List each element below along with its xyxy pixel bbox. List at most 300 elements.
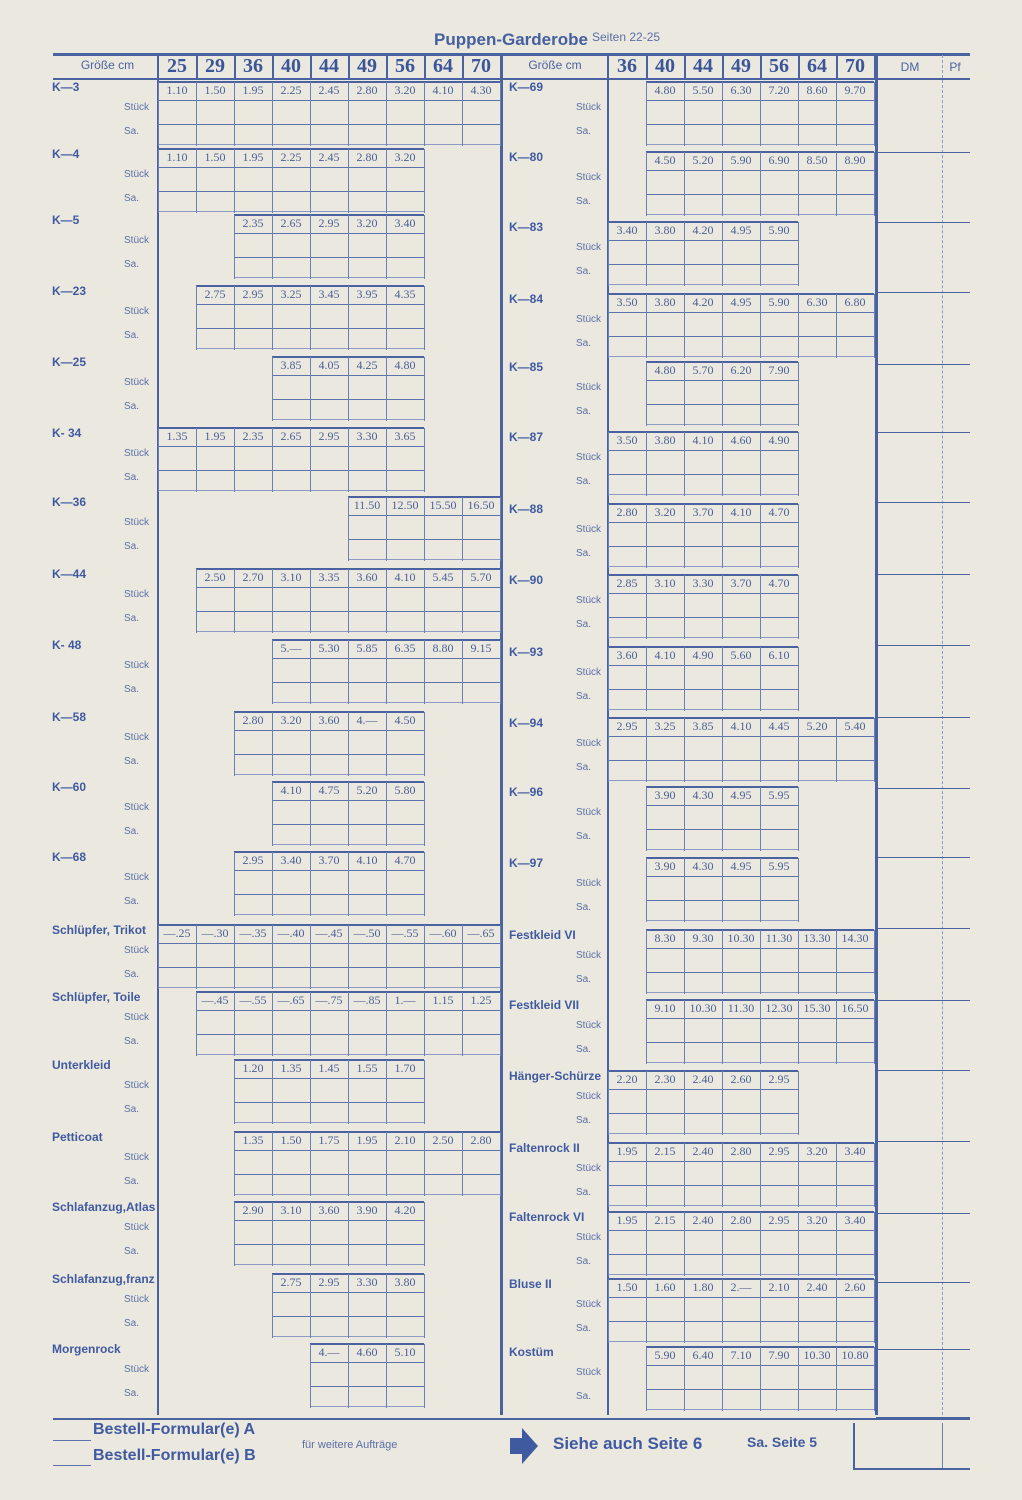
- sa-input[interactable]: [723, 761, 759, 779]
- stueck-input[interactable]: [647, 1298, 683, 1320]
- sa-input[interactable]: [609, 475, 645, 493]
- dm-input[interactable]: [878, 930, 940, 996]
- stueck-input[interactable]: [273, 234, 309, 256]
- stueck-input[interactable]: [273, 944, 309, 966]
- stueck-input[interactable]: [387, 376, 423, 398]
- dm-input[interactable]: [878, 1279, 940, 1345]
- sa-input[interactable]: [647, 618, 683, 636]
- stueck-input[interactable]: [349, 1293, 385, 1315]
- sa-input[interactable]: [761, 1043, 797, 1061]
- sa-input[interactable]: [685, 618, 721, 636]
- pf-input[interactable]: [944, 222, 970, 288]
- stueck-input[interactable]: [311, 1079, 347, 1101]
- stueck-input[interactable]: [387, 305, 423, 327]
- stueck-input[interactable]: [235, 305, 271, 327]
- pf-input[interactable]: [944, 432, 970, 498]
- sa-input[interactable]: [647, 125, 683, 143]
- sa-input[interactable]: [761, 830, 797, 848]
- sa-input[interactable]: [837, 195, 873, 213]
- dm-input[interactable]: [878, 1212, 940, 1278]
- sa-input[interactable]: [685, 1255, 721, 1273]
- pf-input[interactable]: [944, 575, 970, 641]
- stueck-input[interactable]: [609, 666, 645, 688]
- sa-input[interactable]: [723, 475, 759, 493]
- stueck-input[interactable]: [761, 1019, 797, 1041]
- stueck-input[interactable]: [197, 305, 233, 327]
- sa-input[interactable]: [685, 690, 721, 708]
- stueck-input[interactable]: [647, 806, 683, 828]
- sa-input[interactable]: [311, 968, 347, 986]
- sa-input[interactable]: [425, 683, 461, 701]
- stueck-input[interactable]: [273, 1011, 309, 1033]
- sa-input[interactable]: [273, 258, 309, 276]
- stueck-input[interactable]: [235, 944, 271, 966]
- stueck-input[interactable]: [425, 1151, 461, 1173]
- pf-input[interactable]: [944, 1347, 970, 1413]
- stueck-input[interactable]: [685, 1298, 721, 1320]
- stueck-input[interactable]: [609, 1090, 645, 1112]
- stueck-input[interactable]: [387, 447, 423, 469]
- sa-input[interactable]: [387, 1175, 423, 1193]
- dm-input[interactable]: [878, 294, 940, 360]
- stueck-input[interactable]: [349, 588, 385, 610]
- sa-input[interactable]: [311, 1035, 347, 1053]
- stueck-input[interactable]: [647, 381, 683, 403]
- stueck-input[interactable]: [273, 1293, 309, 1315]
- stueck-input[interactable]: [647, 523, 683, 545]
- sa-input[interactable]: [311, 329, 347, 347]
- stueck-input[interactable]: [159, 944, 195, 966]
- sa-input[interactable]: [197, 471, 233, 489]
- sa-input[interactable]: [463, 540, 499, 558]
- sa-input[interactable]: [837, 973, 873, 991]
- sa-input[interactable]: [349, 683, 385, 701]
- pf-input[interactable]: [944, 647, 970, 713]
- stueck-input[interactable]: [235, 101, 271, 123]
- sa-input[interactable]: [685, 475, 721, 493]
- sa-input[interactable]: [723, 337, 759, 355]
- sa-input[interactable]: [609, 690, 645, 708]
- sa-input[interactable]: [311, 755, 347, 773]
- sa-input[interactable]: [311, 1103, 347, 1121]
- sa-input[interactable]: [349, 1175, 385, 1193]
- sa-input[interactable]: [685, 195, 721, 213]
- sa-input[interactable]: [761, 337, 797, 355]
- stueck-input[interactable]: [837, 1298, 873, 1320]
- stueck-input[interactable]: [311, 944, 347, 966]
- sa-input[interactable]: [799, 125, 835, 143]
- sa-input[interactable]: [723, 901, 759, 919]
- stueck-input[interactable]: [761, 1366, 797, 1388]
- stueck-input[interactable]: [837, 1019, 873, 1041]
- sa-input[interactable]: [761, 761, 797, 779]
- stueck-input[interactable]: [837, 1231, 873, 1253]
- sa-input[interactable]: [837, 1390, 873, 1408]
- stueck-input[interactable]: [311, 305, 347, 327]
- sa-input[interactable]: [799, 1322, 835, 1340]
- sa-input[interactable]: [609, 1114, 645, 1132]
- stueck-input[interactable]: [761, 1090, 797, 1112]
- sa-input[interactable]: [159, 192, 195, 210]
- sa-input[interactable]: [387, 755, 423, 773]
- stueck-input[interactable]: [387, 1221, 423, 1243]
- sa-input[interactable]: [197, 329, 233, 347]
- stueck-input[interactable]: [387, 168, 423, 190]
- stueck-input[interactable]: [311, 168, 347, 190]
- sa-input[interactable]: [349, 825, 385, 843]
- sa-input[interactable]: [349, 1035, 385, 1053]
- stueck-input[interactable]: [273, 168, 309, 190]
- sa-input[interactable]: [647, 1322, 683, 1340]
- stueck-input[interactable]: [159, 101, 195, 123]
- sa-input[interactable]: [235, 471, 271, 489]
- stueck-input[interactable]: [723, 666, 759, 688]
- stueck-input[interactable]: [761, 1231, 797, 1253]
- stueck-input[interactable]: [685, 666, 721, 688]
- sa-input[interactable]: [311, 125, 347, 143]
- sa-input[interactable]: [273, 1245, 309, 1263]
- sa-input[interactable]: [647, 1043, 683, 1061]
- stueck-input[interactable]: [463, 588, 499, 610]
- stueck-input[interactable]: [311, 1221, 347, 1243]
- stueck-input[interactable]: [349, 1363, 385, 1385]
- stueck-input[interactable]: [273, 588, 309, 610]
- sa-input[interactable]: [799, 1186, 835, 1204]
- sa-input[interactable]: [387, 258, 423, 276]
- stueck-input[interactable]: [723, 1231, 759, 1253]
- stueck-input[interactable]: [723, 949, 759, 971]
- form-b-blank[interactable]: [53, 1465, 91, 1466]
- stueck-input[interactable]: [761, 877, 797, 899]
- sa-input[interactable]: [799, 337, 835, 355]
- stueck-input[interactable]: [647, 451, 683, 473]
- stueck-input[interactable]: [387, 1151, 423, 1173]
- sa-input[interactable]: [197, 612, 233, 630]
- sa-input[interactable]: [647, 973, 683, 991]
- stueck-input[interactable]: [349, 305, 385, 327]
- stueck-input[interactable]: [273, 305, 309, 327]
- sa-input[interactable]: [387, 400, 423, 418]
- sa-input[interactable]: [685, 1114, 721, 1132]
- stueck-input[interactable]: [349, 168, 385, 190]
- stueck-input[interactable]: [311, 1293, 347, 1315]
- stueck-input[interactable]: [723, 523, 759, 545]
- dm-input[interactable]: [878, 1071, 940, 1137]
- sa-input[interactable]: [273, 400, 309, 418]
- sa-input[interactable]: [761, 901, 797, 919]
- stueck-input[interactable]: [197, 1011, 233, 1033]
- stueck-input[interactable]: [685, 171, 721, 193]
- sa-input[interactable]: [349, 1387, 385, 1405]
- stueck-input[interactable]: [273, 801, 309, 823]
- sa-input[interactable]: [609, 547, 645, 565]
- form-a-blank[interactable]: [53, 1440, 91, 1441]
- sa-input[interactable]: [799, 1255, 835, 1273]
- sa-input[interactable]: [197, 125, 233, 143]
- stueck-input[interactable]: [723, 313, 759, 335]
- sa-input[interactable]: [761, 1186, 797, 1204]
- sa-input[interactable]: [349, 400, 385, 418]
- sa-input[interactable]: [609, 761, 645, 779]
- sa-input[interactable]: [723, 690, 759, 708]
- sa-input[interactable]: [609, 1255, 645, 1273]
- sa-input[interactable]: [311, 1245, 347, 1263]
- sa-input[interactable]: [387, 1245, 423, 1263]
- sa-input[interactable]: [273, 192, 309, 210]
- sa-input[interactable]: [761, 1322, 797, 1340]
- stueck-input[interactable]: [723, 1090, 759, 1112]
- sa-input[interactable]: [837, 1043, 873, 1061]
- stueck-input[interactable]: [349, 234, 385, 256]
- stueck-input[interactable]: [463, 1011, 499, 1033]
- sa-input[interactable]: [235, 192, 271, 210]
- stueck-input[interactable]: [761, 666, 797, 688]
- sa-input[interactable]: [311, 400, 347, 418]
- sa-input[interactable]: [235, 1245, 271, 1263]
- sa-input[interactable]: [761, 973, 797, 991]
- sa-input[interactable]: [761, 475, 797, 493]
- sa-input[interactable]: [463, 1175, 499, 1193]
- stueck-input[interactable]: [685, 949, 721, 971]
- stueck-input[interactable]: [349, 1151, 385, 1173]
- sa-input[interactable]: [685, 1043, 721, 1061]
- stueck-input[interactable]: [463, 659, 499, 681]
- sa-input[interactable]: [387, 125, 423, 143]
- sa-input[interactable]: [647, 1390, 683, 1408]
- sa-input[interactable]: [609, 618, 645, 636]
- stueck-input[interactable]: [311, 801, 347, 823]
- sa-input[interactable]: [387, 825, 423, 843]
- stueck-input[interactable]: [609, 451, 645, 473]
- sa-input[interactable]: [159, 968, 195, 986]
- stueck-input[interactable]: [799, 171, 835, 193]
- sa-input[interactable]: [761, 195, 797, 213]
- sa-input[interactable]: [273, 1035, 309, 1053]
- sa-input[interactable]: [311, 683, 347, 701]
- stueck-input[interactable]: [311, 447, 347, 469]
- stueck-input[interactable]: [685, 594, 721, 616]
- stueck-input[interactable]: [311, 234, 347, 256]
- stueck-input[interactable]: [349, 447, 385, 469]
- stueck-input[interactable]: [349, 1079, 385, 1101]
- sa-input[interactable]: [311, 1387, 347, 1405]
- dm-input[interactable]: [878, 504, 940, 570]
- sa-input[interactable]: [197, 968, 233, 986]
- stueck-input[interactable]: [425, 516, 461, 538]
- sa-input[interactable]: [349, 1245, 385, 1263]
- sa-input[interactable]: [685, 761, 721, 779]
- stueck-input[interactable]: [723, 1019, 759, 1041]
- stueck-input[interactable]: [685, 1366, 721, 1388]
- sa-input[interactable]: [463, 1035, 499, 1053]
- sa-input[interactable]: [197, 192, 233, 210]
- sa-input[interactable]: [387, 540, 423, 558]
- stueck-input[interactable]: [273, 101, 309, 123]
- pf-input[interactable]: [944, 504, 970, 570]
- stueck-input[interactable]: [349, 801, 385, 823]
- sa-input[interactable]: [761, 547, 797, 565]
- stueck-input[interactable]: [609, 1162, 645, 1184]
- stueck-input[interactable]: [761, 171, 797, 193]
- stueck-input[interactable]: [311, 1151, 347, 1173]
- sa-input[interactable]: [235, 125, 271, 143]
- pf-input[interactable]: [944, 1212, 970, 1278]
- stueck-input[interactable]: [387, 731, 423, 753]
- sa-input[interactable]: [647, 1114, 683, 1132]
- sa-input[interactable]: [837, 1322, 873, 1340]
- stueck-input[interactable]: [647, 1090, 683, 1112]
- stueck-input[interactable]: [387, 1293, 423, 1315]
- pf-input[interactable]: [944, 718, 970, 784]
- sa-input[interactable]: [311, 471, 347, 489]
- stueck-input[interactable]: [349, 871, 385, 893]
- sa-input[interactable]: [761, 265, 797, 283]
- sa-input[interactable]: [273, 755, 309, 773]
- stueck-input[interactable]: [235, 1011, 271, 1033]
- sa-input[interactable]: [723, 405, 759, 423]
- stueck-input[interactable]: [761, 451, 797, 473]
- stueck-input[interactable]: [197, 447, 233, 469]
- sa-input[interactable]: [837, 1186, 873, 1204]
- stueck-input[interactable]: [349, 376, 385, 398]
- stueck-input[interactable]: [647, 877, 683, 899]
- stueck-input[interactable]: [761, 949, 797, 971]
- stueck-input[interactable]: [837, 313, 873, 335]
- sa-input[interactable]: [235, 968, 271, 986]
- pf-input[interactable]: [944, 152, 970, 218]
- sa-input[interactable]: [235, 1175, 271, 1193]
- stueck-input[interactable]: [837, 1366, 873, 1388]
- sa-input[interactable]: [387, 1387, 423, 1405]
- sa-input[interactable]: [723, 1322, 759, 1340]
- sa-input[interactable]: [647, 1255, 683, 1273]
- stueck-input[interactable]: [685, 451, 721, 473]
- sa-input[interactable]: [463, 968, 499, 986]
- stueck-input[interactable]: [609, 594, 645, 616]
- stueck-input[interactable]: [463, 944, 499, 966]
- sa-input[interactable]: [311, 192, 347, 210]
- stueck-input[interactable]: [723, 594, 759, 616]
- stueck-input[interactable]: [273, 871, 309, 893]
- sa-input[interactable]: [761, 405, 797, 423]
- stueck-input[interactable]: [311, 376, 347, 398]
- stueck-input[interactable]: [799, 1298, 835, 1320]
- stueck-input[interactable]: [463, 1151, 499, 1173]
- stueck-input[interactable]: [235, 1079, 271, 1101]
- dm-input[interactable]: [878, 575, 940, 641]
- stueck-input[interactable]: [799, 949, 835, 971]
- sa-input[interactable]: [685, 125, 721, 143]
- sa-input[interactable]: [387, 1317, 423, 1335]
- sa-input[interactable]: [235, 612, 271, 630]
- stueck-input[interactable]: [609, 1298, 645, 1320]
- stueck-input[interactable]: [311, 731, 347, 753]
- stueck-input[interactable]: [463, 101, 499, 123]
- stueck-input[interactable]: [647, 1366, 683, 1388]
- stueck-input[interactable]: [273, 1151, 309, 1173]
- stueck-input[interactable]: [837, 737, 873, 759]
- stueck-input[interactable]: [647, 594, 683, 616]
- stueck-input[interactable]: [685, 806, 721, 828]
- sa-input[interactable]: [349, 612, 385, 630]
- sa-input[interactable]: [273, 471, 309, 489]
- stueck-input[interactable]: [425, 944, 461, 966]
- stueck-input[interactable]: [761, 737, 797, 759]
- stueck-input[interactable]: [273, 1079, 309, 1101]
- sa-input[interactable]: [685, 1322, 721, 1340]
- dm-input[interactable]: [878, 1143, 940, 1209]
- stueck-input[interactable]: [273, 376, 309, 398]
- total-box-divider[interactable]: [942, 1423, 943, 1468]
- stueck-input[interactable]: [685, 381, 721, 403]
- sa-input[interactable]: [273, 329, 309, 347]
- sa-input[interactable]: [799, 761, 835, 779]
- stueck-input[interactable]: [723, 806, 759, 828]
- sa-input[interactable]: [273, 825, 309, 843]
- pf-input[interactable]: [944, 787, 970, 853]
- sa-input[interactable]: [609, 1186, 645, 1204]
- stueck-input[interactable]: [647, 313, 683, 335]
- stueck-input[interactable]: [647, 1019, 683, 1041]
- sa-input[interactable]: [387, 895, 423, 913]
- sa-input[interactable]: [273, 1317, 309, 1335]
- stueck-input[interactable]: [723, 737, 759, 759]
- stueck-input[interactable]: [387, 659, 423, 681]
- sa-input[interactable]: [235, 329, 271, 347]
- stueck-input[interactable]: [647, 241, 683, 263]
- sa-input[interactable]: [609, 337, 645, 355]
- stueck-input[interactable]: [387, 944, 423, 966]
- stueck-input[interactable]: [311, 871, 347, 893]
- stueck-input[interactable]: [723, 1162, 759, 1184]
- stueck-input[interactable]: [387, 101, 423, 123]
- sa-input[interactable]: [647, 405, 683, 423]
- sa-input[interactable]: [349, 329, 385, 347]
- stueck-input[interactable]: [609, 241, 645, 263]
- sa-input[interactable]: [349, 895, 385, 913]
- sa-input[interactable]: [609, 1322, 645, 1340]
- stueck-input[interactable]: [235, 168, 271, 190]
- sa-input[interactable]: [723, 1186, 759, 1204]
- stueck-input[interactable]: [837, 1162, 873, 1184]
- stueck-input[interactable]: [273, 731, 309, 753]
- sa-input[interactable]: [799, 195, 835, 213]
- sa-input[interactable]: [273, 612, 309, 630]
- stueck-input[interactable]: [685, 877, 721, 899]
- stueck-input[interactable]: [837, 101, 873, 123]
- dm-input[interactable]: [878, 647, 940, 713]
- stueck-input[interactable]: [463, 516, 499, 538]
- stueck-input[interactable]: [837, 171, 873, 193]
- sa-input[interactable]: [723, 973, 759, 991]
- sa-input[interactable]: [647, 690, 683, 708]
- dm-input[interactable]: [878, 1347, 940, 1413]
- sa-input[interactable]: [837, 761, 873, 779]
- sa-input[interactable]: [235, 1035, 271, 1053]
- sa-input[interactable]: [235, 895, 271, 913]
- sa-input[interactable]: [685, 901, 721, 919]
- stueck-input[interactable]: [235, 588, 271, 610]
- sa-input[interactable]: [311, 1175, 347, 1193]
- dm-input[interactable]: [878, 787, 940, 853]
- stueck-input[interactable]: [609, 737, 645, 759]
- stueck-input[interactable]: [685, 241, 721, 263]
- sa-input[interactable]: [685, 830, 721, 848]
- sa-input[interactable]: [311, 895, 347, 913]
- stueck-input[interactable]: [235, 1151, 271, 1173]
- stueck-input[interactable]: [723, 877, 759, 899]
- sa-input[interactable]: [723, 265, 759, 283]
